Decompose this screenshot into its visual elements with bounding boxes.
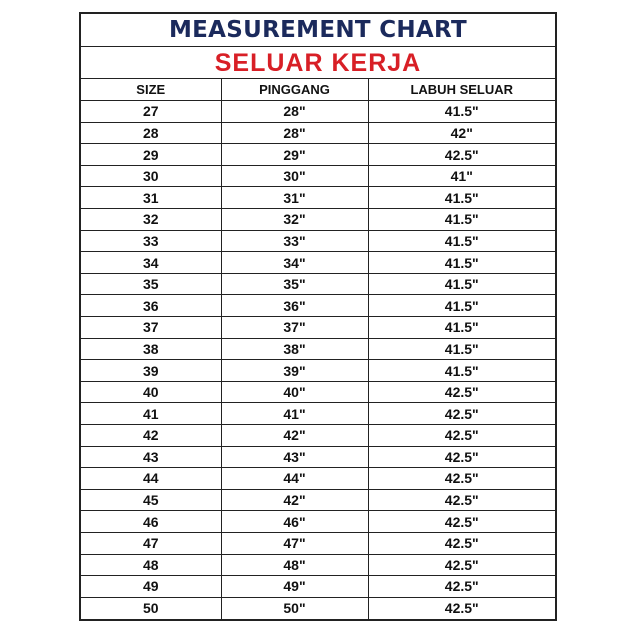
- cell-size: 42: [81, 425, 221, 447]
- cell-pinggang: 46": [221, 511, 368, 533]
- table-row: [81, 360, 555, 382]
- cell-labuh-seluar: 41.5": [368, 187, 555, 209]
- cell-labuh-seluar: 42": [368, 122, 555, 144]
- cell-pinggang: 37": [221, 317, 368, 339]
- cell-size: 44: [81, 468, 221, 490]
- cell-pinggang: 44": [221, 468, 368, 490]
- cell-size: 39: [81, 360, 221, 382]
- cell-pinggang: 31": [221, 187, 368, 209]
- cell-pinggang: 32": [221, 209, 368, 231]
- table-row: [81, 576, 555, 598]
- cell-labuh-seluar: 42.5": [368, 468, 555, 490]
- cell-size: 27: [81, 101, 221, 123]
- cell-size: 47: [81, 532, 221, 554]
- cell-pinggang: 41": [221, 403, 368, 425]
- table-row: [81, 468, 555, 490]
- cell-pinggang: 34": [221, 252, 368, 274]
- table-row: [81, 425, 555, 447]
- table-row: [81, 209, 555, 231]
- cell-pinggang: 43": [221, 446, 368, 468]
- cell-labuh-seluar: 41.5": [368, 230, 555, 252]
- table-row: [81, 230, 555, 252]
- cell-labuh-seluar: 41.5": [368, 317, 555, 339]
- cell-size: 36: [81, 295, 221, 317]
- table-row: [81, 489, 555, 511]
- cell-pinggang: 42": [221, 489, 368, 511]
- cell-pinggang: 50": [221, 597, 368, 619]
- cell-pinggang: 28": [221, 101, 368, 123]
- cell-size: 40: [81, 381, 221, 403]
- table-row: [81, 554, 555, 576]
- cell-labuh-seluar: 42.5": [368, 511, 555, 533]
- cell-size: 49: [81, 576, 221, 598]
- table-row: [81, 252, 555, 274]
- cell-labuh-seluar: 41.5": [368, 338, 555, 360]
- table-row: [81, 446, 555, 468]
- cell-labuh-seluar: 42.5": [368, 576, 555, 598]
- cell-size: 30: [81, 165, 221, 187]
- cell-labuh-seluar: 41.5": [368, 360, 555, 382]
- cell-labuh-seluar: 42.5": [368, 489, 555, 511]
- cell-labuh-seluar: 41.5": [368, 209, 555, 231]
- cell-size: 37: [81, 317, 221, 339]
- header-pinggang: PINGGANG: [221, 79, 368, 101]
- measurement-chart: [79, 12, 557, 621]
- cell-labuh-seluar: 41.5": [368, 295, 555, 317]
- chart-subtitle: SELUAR KERJA: [81, 47, 555, 79]
- cell-pinggang: 47": [221, 532, 368, 554]
- chart-title: MEASUREMENT CHART: [81, 14, 555, 47]
- cell-labuh-seluar: 42.5": [368, 554, 555, 576]
- table-row: [81, 122, 555, 144]
- table-row: [81, 597, 555, 619]
- cell-labuh-seluar: 42.5": [368, 381, 555, 403]
- table-row: [81, 317, 555, 339]
- cell-pinggang: 36": [221, 295, 368, 317]
- table-row: [81, 295, 555, 317]
- cell-labuh-seluar: 42.5": [368, 532, 555, 554]
- cell-labuh-seluar: 41.5": [368, 101, 555, 123]
- cell-pinggang: 39": [221, 360, 368, 382]
- cell-labuh-seluar: 41": [368, 165, 555, 187]
- cell-pinggang: 42": [221, 425, 368, 447]
- cell-size: 41: [81, 403, 221, 425]
- cell-size: 38: [81, 338, 221, 360]
- cell-labuh-seluar: 41.5": [368, 252, 555, 274]
- table-body: [81, 101, 555, 619]
- cell-size: 35: [81, 273, 221, 295]
- table-row: [81, 532, 555, 554]
- cell-size: 45: [81, 489, 221, 511]
- cell-size: 32: [81, 209, 221, 231]
- table-row: [81, 144, 555, 166]
- size-table: [81, 79, 555, 619]
- header-labuh-seluar: LABUH SELUAR: [368, 79, 555, 101]
- cell-labuh-seluar: 42.5": [368, 425, 555, 447]
- cell-size: 29: [81, 144, 221, 166]
- cell-size: 46: [81, 511, 221, 533]
- cell-pinggang: 38": [221, 338, 368, 360]
- table-row: [81, 165, 555, 187]
- cell-labuh-seluar: 42.5": [368, 403, 555, 425]
- cell-pinggang: 29": [221, 144, 368, 166]
- header-row: [81, 79, 555, 101]
- cell-pinggang: 30": [221, 165, 368, 187]
- cell-size: 43: [81, 446, 221, 468]
- cell-labuh-seluar: 42.5": [368, 144, 555, 166]
- cell-size: 31: [81, 187, 221, 209]
- cell-labuh-seluar: 42.5": [444, 600, 479, 617]
- cell-size: 28: [81, 122, 221, 144]
- table-row: [81, 511, 555, 533]
- table-row: [81, 101, 555, 123]
- cell-pinggang: 28": [221, 122, 368, 144]
- table-row: [81, 273, 555, 295]
- cell-size: 34: [81, 252, 221, 274]
- header-size: SIZE: [81, 79, 221, 101]
- cell-pinggang: 40": [221, 381, 368, 403]
- cell-labuh-seluar: 41.5": [368, 273, 555, 295]
- cell-pinggang: 49": [221, 576, 368, 598]
- cell-pinggang: 48": [221, 554, 368, 576]
- cell-size: 50: [81, 597, 221, 619]
- table-row: [81, 403, 555, 425]
- cell-labuh-seluar: 42.5": [368, 446, 555, 468]
- cell-pinggang: 33": [221, 230, 368, 252]
- cell-pinggang: 35": [221, 273, 368, 295]
- table-row: [81, 187, 555, 209]
- cell-size: 48: [81, 554, 221, 576]
- table-row: [81, 338, 555, 360]
- cell-size: 33: [81, 230, 221, 252]
- table-row: [81, 381, 555, 403]
